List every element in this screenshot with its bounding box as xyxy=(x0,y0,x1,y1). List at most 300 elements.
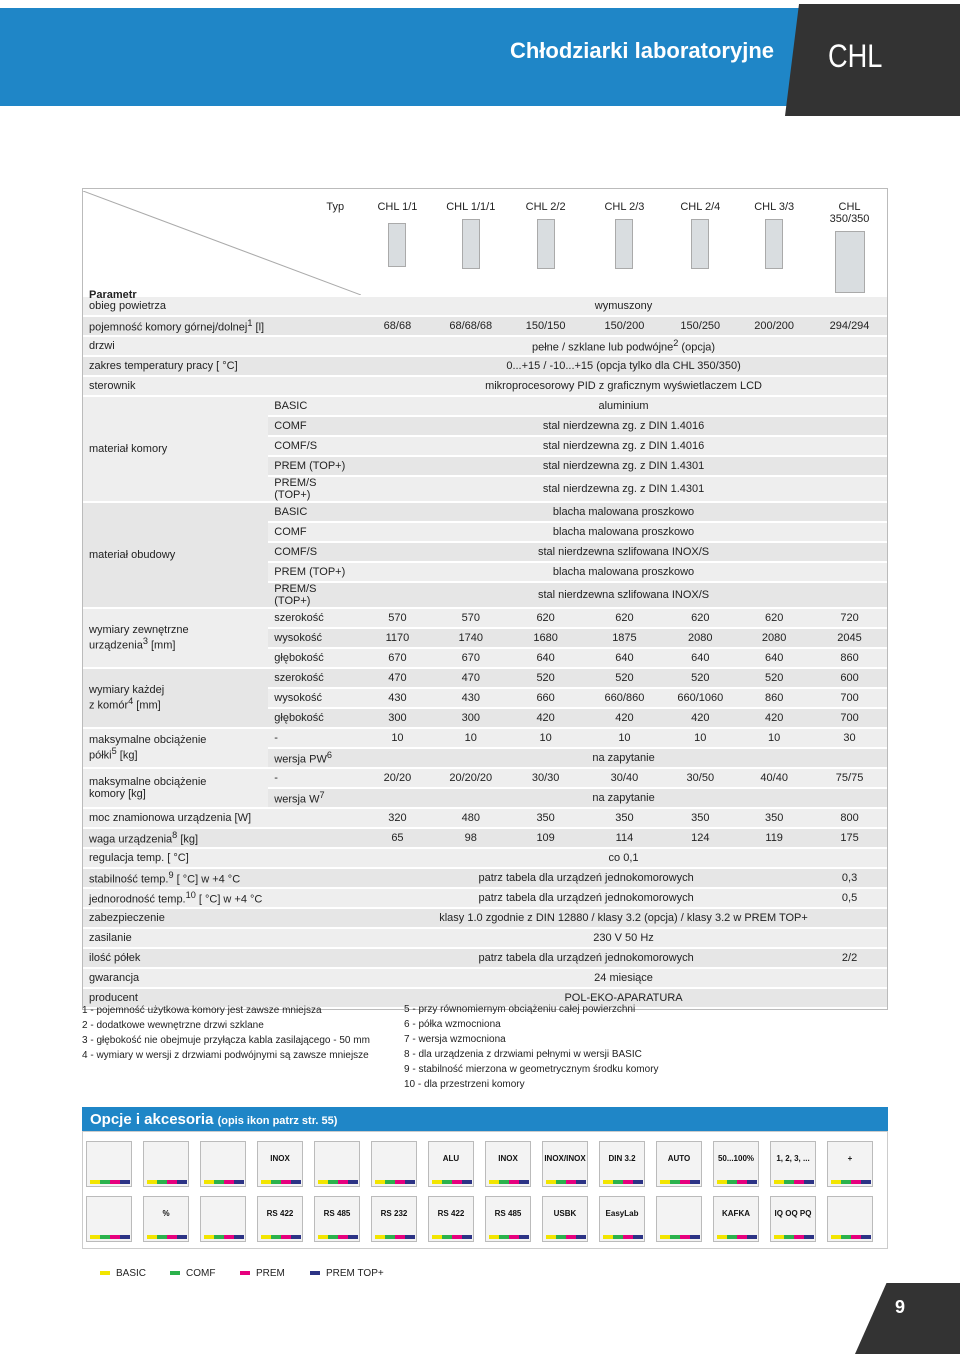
variant-bar-segment xyxy=(261,1180,271,1184)
label-text: waga urządzenia xyxy=(89,833,173,846)
option-icon xyxy=(599,1141,645,1187)
cell: 430 xyxy=(435,689,507,707)
unit-text: [ °C] w +4 °C xyxy=(173,873,241,886)
variant-bar xyxy=(660,1235,700,1239)
legend-swatch xyxy=(240,1271,250,1275)
option-icon xyxy=(257,1141,303,1187)
row-zasilanie xyxy=(83,929,887,947)
row-value: stal nierdzewna zg. z DIN 1.4016 xyxy=(360,417,887,435)
variant-bar-segment xyxy=(385,1180,395,1184)
row-value: blacha malowana proszkowo xyxy=(360,503,887,521)
cell: 40/40 xyxy=(736,769,812,787)
option-icon xyxy=(428,1141,474,1187)
unit-text: [mm] xyxy=(133,699,161,712)
cell: 20/20/20 xyxy=(435,769,507,787)
variant-bar-segment xyxy=(831,1180,841,1184)
variant-label: BASIC xyxy=(268,503,360,521)
footnote: 3 - głębokość nie obejmuje przyłącza kabla zasilającego - 50 mm xyxy=(82,1035,370,1046)
variant-bar-segment xyxy=(90,1180,100,1184)
variant-bar-segment xyxy=(613,1180,623,1184)
cell: 75/75 xyxy=(812,769,887,787)
row-gwarancja xyxy=(83,969,887,987)
cell: 420 xyxy=(507,709,585,727)
unit-text: [l] xyxy=(252,321,265,334)
variant-bar-segment xyxy=(328,1235,338,1239)
variant-bar-segment xyxy=(546,1180,556,1184)
legend-prem xyxy=(240,1268,285,1279)
option-icon-label: RS 422 xyxy=(437,1209,465,1218)
variant-bar-segment xyxy=(499,1235,509,1239)
variant-bar-segment xyxy=(177,1235,187,1239)
option-icon xyxy=(86,1196,132,1242)
model-name: CHL 3/3 xyxy=(754,201,795,213)
option-icon xyxy=(200,1196,246,1242)
variant-bar-segment xyxy=(120,1180,130,1184)
value-text: pełne / szklane lub podwójne xyxy=(532,341,674,354)
row-value: na zapytanie xyxy=(360,749,887,767)
variant-bar-segment xyxy=(717,1235,727,1239)
row-polek xyxy=(83,949,887,967)
row-sterownik xyxy=(83,377,887,395)
option-icon xyxy=(599,1196,645,1242)
variant-bar-segment xyxy=(348,1180,358,1184)
footnote: 6 - półka wzmocniona xyxy=(404,1019,501,1030)
variant-label: COMF/S xyxy=(268,437,360,455)
variant-bar-segment xyxy=(318,1235,328,1239)
spec-table xyxy=(82,188,888,1010)
legend-swatch xyxy=(170,1271,180,1275)
variant-bar-segment xyxy=(271,1235,281,1239)
cell: 670 xyxy=(360,649,435,667)
variant-bar-segment xyxy=(509,1235,519,1239)
cell: 640 xyxy=(736,649,812,667)
row-value: blacha malowana proszkowo xyxy=(360,563,887,581)
cell: 30/50 xyxy=(664,769,736,787)
row-komora-0 xyxy=(83,397,887,415)
variant-bar-segment xyxy=(338,1235,348,1239)
row-label: ilość półek xyxy=(83,949,360,967)
type-param-cell xyxy=(83,191,360,301)
page-title: Chłodziarki laboratoryjne xyxy=(509,38,774,63)
option-icon xyxy=(371,1196,417,1242)
option-icon xyxy=(827,1141,873,1187)
variant-bar-segment xyxy=(603,1180,613,1184)
row-kom-0 xyxy=(83,669,887,687)
legend-prem-top xyxy=(310,1268,384,1279)
cell: 294/294 xyxy=(812,317,887,335)
variant-bar-segment xyxy=(576,1235,586,1239)
variant-label: szerokość xyxy=(268,669,360,687)
footnote: 8 - dla urządzenia z drzwiami pełnymi w wersji BASIC xyxy=(404,1049,642,1060)
variant-bar-segment xyxy=(861,1235,871,1239)
variant-bar xyxy=(717,1235,757,1239)
row-value: na zapytanie xyxy=(360,789,887,807)
row-value xyxy=(360,337,887,355)
variant-bar-segment xyxy=(831,1235,841,1239)
cell: 620 xyxy=(664,609,736,627)
variant-bar-segment xyxy=(405,1235,415,1239)
options-subtitle: (opis ikon patrz str. 55) xyxy=(217,1115,338,1127)
cell: 520 xyxy=(585,669,665,687)
option-icon xyxy=(713,1196,759,1242)
cell: 470 xyxy=(435,669,507,687)
label-text: komory [kg] xyxy=(89,788,146,800)
row-value: 230 V 50 Hz xyxy=(360,929,887,947)
variant-bar-segment xyxy=(328,1180,338,1184)
variant-label: szerokość xyxy=(268,609,360,627)
variant-bar-segment xyxy=(784,1180,794,1184)
variant-bar-segment xyxy=(509,1180,519,1184)
footnote-ref: 2 xyxy=(673,338,679,349)
label-text: urządzenia xyxy=(89,639,143,652)
cell: 860 xyxy=(812,649,887,667)
variant-bar xyxy=(831,1235,871,1239)
variant-bar xyxy=(432,1180,472,1184)
footnote: 9 - stabilność mierzona w geometrycznym środku komory xyxy=(404,1064,659,1075)
variant-bar-segment xyxy=(727,1180,737,1184)
option-icon xyxy=(428,1196,474,1242)
row-value: klasy 1.0 zgodnie z DIN 12880 / klasy 3.2 (opcja) / klasy 3.2 w PREM TOP+ xyxy=(360,909,887,927)
variant-bar-segment xyxy=(774,1180,784,1184)
variant-bar-segment xyxy=(680,1235,690,1239)
option-icon xyxy=(371,1141,417,1187)
variant-bar-segment xyxy=(613,1235,623,1239)
variant-bar-segment xyxy=(338,1180,348,1184)
cell: 660/1060 xyxy=(664,689,736,707)
variant-bar xyxy=(147,1235,187,1239)
option-icon-label: KAFKA xyxy=(722,1209,750,1218)
variant-bar-segment xyxy=(670,1180,680,1184)
variant-bar-segment xyxy=(623,1235,633,1239)
variant-bar-segment xyxy=(747,1235,757,1239)
footnotes-right xyxy=(404,1002,659,1092)
variant-bar xyxy=(603,1235,643,1239)
variant-bar-segment xyxy=(291,1235,301,1239)
variant-bar-segment xyxy=(395,1180,405,1184)
cell: 150/150 xyxy=(507,317,585,335)
row-zakres xyxy=(83,357,887,375)
cell: 720 xyxy=(812,609,887,627)
cell: 175 xyxy=(812,829,887,847)
variant-bar-segment xyxy=(727,1235,737,1239)
variant-bar-segment xyxy=(157,1235,167,1239)
variant-label xyxy=(268,749,360,767)
fridge-image xyxy=(765,219,783,269)
cell: 1680 xyxy=(507,629,585,647)
variant-bar-segment xyxy=(794,1180,804,1184)
legend-comf xyxy=(170,1268,215,1279)
variant-bar-segment xyxy=(519,1235,529,1239)
row-obieg xyxy=(83,297,887,315)
cell: 1740 xyxy=(435,629,507,647)
row-label: zakres temperatury pracy [ °C] xyxy=(83,357,360,375)
variant-label: BASIC xyxy=(268,397,360,415)
cell: 114 xyxy=(585,829,665,847)
variant-bar xyxy=(261,1235,301,1239)
cell: 30 xyxy=(812,729,887,747)
option-icon xyxy=(542,1141,588,1187)
option-icon xyxy=(485,1196,531,1242)
row-value: POL-EKO-APARATURA xyxy=(360,989,887,1007)
variant-bar-segment xyxy=(147,1235,157,1239)
label-text: wymiary każdej xyxy=(89,684,165,697)
label-text: wymiary zewnętrzne xyxy=(89,624,189,637)
option-icon-label: INOX xyxy=(498,1154,518,1163)
label-text: półki xyxy=(89,749,112,762)
variant-bar-segment xyxy=(348,1235,358,1239)
variant-bar xyxy=(318,1180,358,1184)
footnote: 7 - wersja wzmocniona xyxy=(404,1034,506,1045)
variant-bar-segment xyxy=(110,1235,120,1239)
cell: 300 xyxy=(435,709,507,727)
variant-bar xyxy=(204,1235,244,1239)
variant-bar-segment xyxy=(519,1180,529,1184)
label-text: z komór xyxy=(89,699,129,712)
variant-label: PREM/S (TOP+) xyxy=(268,583,360,607)
option-icon-label: 1, 2, 3, ... xyxy=(776,1154,810,1163)
row-value: co 0,1 xyxy=(360,849,887,867)
option-icon-label: IQ OQ PQ xyxy=(774,1209,812,1218)
cell: 0,3 xyxy=(812,869,887,887)
cell: 420 xyxy=(736,709,812,727)
cell: 570 xyxy=(435,609,507,627)
cell: 620 xyxy=(585,609,665,627)
variant-bar-segment xyxy=(499,1180,509,1184)
fridge-image xyxy=(835,231,865,293)
option-icon xyxy=(770,1141,816,1187)
cell: 10 xyxy=(736,729,812,747)
cell: 65 xyxy=(360,829,435,847)
row-label xyxy=(83,317,360,335)
option-icon-label: RS 485 xyxy=(323,1209,351,1218)
variant-bar xyxy=(204,1180,244,1184)
variant-bar-segment xyxy=(234,1235,244,1239)
unit-text: [mm] xyxy=(147,639,176,652)
legend-basic xyxy=(100,1268,146,1279)
option-icon xyxy=(314,1141,360,1187)
variant-bar-segment xyxy=(489,1180,499,1184)
row-value: stal nierdzewna zg. z DIN 1.4301 xyxy=(360,457,887,475)
option-icon xyxy=(485,1141,531,1187)
variant-bar-segment xyxy=(633,1180,643,1184)
header-row xyxy=(83,191,887,295)
variant-label: głębokość xyxy=(268,649,360,667)
option-icon-label: EasyLab xyxy=(605,1209,639,1218)
variant-bar-segment xyxy=(690,1235,700,1239)
legend-swatch xyxy=(100,1271,110,1275)
variant-bar-segment xyxy=(100,1235,110,1239)
label-text: maksymalne obciążenie xyxy=(89,776,207,788)
row-drzwi xyxy=(83,337,887,355)
row-label: drzwi xyxy=(83,337,360,355)
option-icon xyxy=(314,1196,360,1242)
cell: 1875 xyxy=(585,629,665,647)
variant-label: wysokość xyxy=(268,689,360,707)
row-jedn xyxy=(83,889,887,907)
cell: 10 xyxy=(360,729,435,747)
footnote: 4 - wymiary w wersji z drzwiami podwójnymi są zawsze mniejsze xyxy=(82,1050,369,1061)
legend-swatch xyxy=(310,1271,320,1275)
cell: 570 xyxy=(360,609,435,627)
label-text: stabilność temp. xyxy=(89,873,169,886)
variant-bar-segment xyxy=(110,1180,120,1184)
page-number: 9 xyxy=(895,1297,906,1317)
footnote-ref: 7 xyxy=(319,790,325,801)
variant-bar-segment xyxy=(737,1235,747,1239)
row-label xyxy=(83,889,360,907)
cell: 150/250 xyxy=(664,317,736,335)
option-icon-label: + xyxy=(847,1154,853,1163)
fridge-image xyxy=(388,223,406,267)
model-col-6 xyxy=(812,191,887,295)
variant-label: COMF xyxy=(268,523,360,541)
row-value: stal nierdzewna zg. z DIN 1.4016 xyxy=(360,437,887,455)
row-polka-0 xyxy=(83,729,887,747)
variant-bar-segment xyxy=(670,1235,680,1239)
footnote-ref: 3 xyxy=(142,636,148,647)
row-value: 0...+15 / -10...+15 (opcja tylko dla CHL 350/350) xyxy=(360,357,887,375)
row-label: regulacja temp. [ °C] xyxy=(83,849,360,867)
cell: 520 xyxy=(664,669,736,687)
cell: 640 xyxy=(507,649,585,667)
variant-bar-segment xyxy=(851,1180,861,1184)
cell: 200/200 xyxy=(736,317,812,335)
variant-label: - xyxy=(268,769,360,787)
cell: 20/20 xyxy=(360,769,435,787)
variant-bar-segment xyxy=(452,1180,462,1184)
variant-bar-segment xyxy=(660,1180,670,1184)
row-value: blacha malowana proszkowo xyxy=(360,523,887,541)
variant-label: COMF/S xyxy=(268,543,360,561)
cell: 660 xyxy=(507,689,585,707)
option-icon-label: INOX/INOX xyxy=(544,1154,586,1163)
row-label xyxy=(83,829,360,847)
footnote: 5 - przy równomiernym obciążeniu całej powierzchni xyxy=(404,1004,636,1015)
product-code: CHL xyxy=(828,38,883,74)
option-icon xyxy=(656,1196,702,1242)
cell: 660/860 xyxy=(585,689,665,707)
model-name: CHL 350/350 xyxy=(829,201,870,225)
variant-bar-segment xyxy=(794,1235,804,1239)
model-col-4 xyxy=(664,191,736,295)
variant-bar xyxy=(90,1180,130,1184)
fridge-image xyxy=(691,219,709,269)
option-icon xyxy=(656,1141,702,1187)
footnote: 2 - dodatkowe wewnętrzne drzwi szklane xyxy=(82,1020,264,1031)
cell: 30/40 xyxy=(585,769,665,787)
row-komory-0 xyxy=(83,769,887,787)
variant-bar-segment xyxy=(680,1180,690,1184)
variant-bar-segment xyxy=(737,1180,747,1184)
variant-bar-segment xyxy=(442,1180,452,1184)
variant-bar xyxy=(375,1180,415,1184)
legend-label: PREM xyxy=(256,1268,285,1279)
variant-bar xyxy=(489,1180,529,1184)
options-title-text: Opcje i akcesoria xyxy=(90,1111,214,1128)
variant-bar-segment xyxy=(489,1235,499,1239)
variant-bar xyxy=(546,1180,586,1184)
variant-bar-segment xyxy=(261,1235,271,1239)
option-icon xyxy=(257,1196,303,1242)
footnotes-left xyxy=(82,1003,370,1063)
cell: 2080 xyxy=(664,629,736,647)
value-tail: (opcja) xyxy=(678,341,716,354)
cell: 640 xyxy=(585,649,665,667)
row-value: aluminium xyxy=(360,397,887,415)
variant-bar-segment xyxy=(167,1180,177,1184)
cell: 640 xyxy=(664,649,736,667)
variant-label: PREM (TOP+) xyxy=(268,563,360,581)
cell: 860 xyxy=(736,689,812,707)
footnote-ref: 9 xyxy=(168,870,174,881)
variant-bar xyxy=(603,1180,643,1184)
row-regulacja xyxy=(83,849,887,867)
row-label: zasilanie xyxy=(83,929,360,947)
unit-text: [ °C] w +4 °C xyxy=(195,893,263,906)
variant-bar-segment xyxy=(660,1235,670,1239)
row-value: patrz tabela dla urządzeń jednokomorowych xyxy=(360,889,812,907)
row-stab xyxy=(83,869,887,887)
row-label xyxy=(83,729,268,767)
variant-bar-segment xyxy=(281,1235,291,1239)
model-name: CHL 1/1/1 xyxy=(446,201,496,213)
variant-bar-segment xyxy=(774,1235,784,1239)
variant-bar-segment xyxy=(214,1235,224,1239)
row-value: 24 miesiące xyxy=(360,969,887,987)
row-label: producent xyxy=(83,989,360,1007)
option-icon-label: USBK xyxy=(553,1209,577,1218)
variant-label: PREM/S (TOP+) xyxy=(268,477,360,501)
label-text: jednorodność temp. xyxy=(89,893,186,906)
row-label: moc znamionowa urządzenia [W] xyxy=(83,809,360,827)
variant-bar-segment xyxy=(204,1180,214,1184)
footnote: 1 - pojemność użytkowa komory jest zawsze mniejsza xyxy=(82,1005,322,1016)
cell: 10 xyxy=(507,729,585,747)
variant-bar-segment xyxy=(395,1235,405,1239)
option-icon-label: RS 422 xyxy=(266,1209,294,1218)
variant-bar-segment xyxy=(747,1180,757,1184)
param-label: Parametr xyxy=(89,289,137,301)
cell: 700 xyxy=(812,709,887,727)
option-icon xyxy=(143,1196,189,1242)
fridge-image xyxy=(537,219,555,269)
variant-label: PREM (TOP+) xyxy=(268,457,360,475)
variant-bar-segment xyxy=(281,1180,291,1184)
variant-bar xyxy=(261,1180,301,1184)
option-icon xyxy=(200,1141,246,1187)
model-col-5 xyxy=(736,191,812,295)
variant-bar xyxy=(489,1235,529,1239)
variant-bar xyxy=(774,1235,814,1239)
cell: 800 xyxy=(812,809,887,827)
row-obudowa-0 xyxy=(83,503,887,521)
row-value: mikroprocesorowy PID z graficznym wyświetlaczem LCD xyxy=(360,377,887,395)
footnote-ref: 6 xyxy=(326,750,332,761)
variant-bar-segment xyxy=(291,1180,301,1184)
cell: 420 xyxy=(664,709,736,727)
option-icon-label: DIN 3.2 xyxy=(608,1154,636,1163)
footnote-ref: 4 xyxy=(128,696,134,707)
variant-bar-segment xyxy=(120,1235,130,1239)
cell: 10 xyxy=(664,729,736,747)
variant-bar-segment xyxy=(566,1235,576,1239)
variant-text: wersja PW xyxy=(274,753,327,766)
options-title xyxy=(90,1111,337,1128)
variant-bar-segment xyxy=(375,1235,385,1239)
row-label: materiał komory xyxy=(83,397,268,501)
option-icon-label: RS 485 xyxy=(494,1209,522,1218)
cell: 119 xyxy=(736,829,812,847)
